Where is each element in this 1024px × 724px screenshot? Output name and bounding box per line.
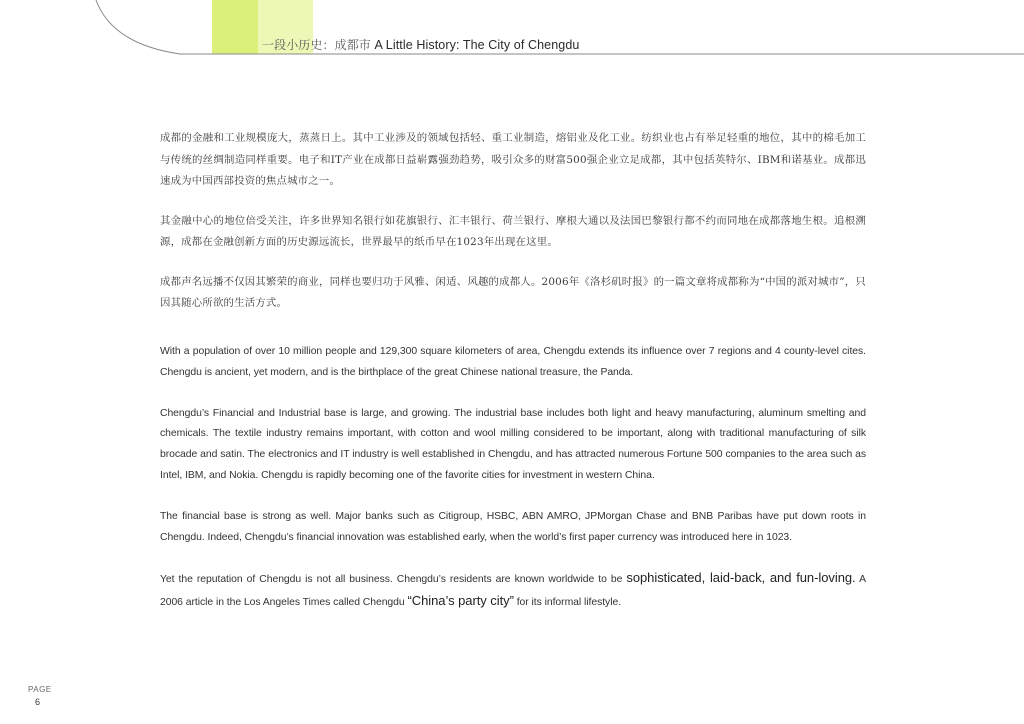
page-title-en: A Little History: The City of Chengdu [374, 38, 580, 52]
emphasis-text: “China’s party city” [407, 593, 514, 609]
en-paragraph: With a population of over 10 million people and 129,300 square kilometers of area, Chengdu extends its influence over 7 regions and 4 county-level cites. Chengdu is ancient, yet modern, and is the birthplace of the great Chinese national treasure, the Panda. [160, 346, 866, 378]
page-label: PAGE [28, 685, 52, 694]
page-title-zh: 一段小历史：成都市 [262, 38, 371, 52]
en-text: Yet the reputation of Chengdu is not all business. Chengdu’s residents are known worldwide to be [160, 574, 627, 586]
page-number: 6 [35, 697, 41, 707]
en-text: for its informal lifestyle. [513, 597, 622, 609]
chinese-text-section [160, 128, 866, 333]
zh-paragraph: 成都声名远播不仅因其繁荣的商业，同样也要归功于风雅、闲适、风趣的成都人。2006年《洛杉矶时报》的一篇文章将成都称为“中国的派对城市”，只因其随心所欲的生活方式。 [160, 275, 866, 309]
emphasis-text: sophisticated, laid-back, and fun-loving. [626, 570, 856, 586]
en-paragraph-last [160, 568, 866, 614]
english-text-section [160, 342, 866, 634]
accent-block-dark [212, 0, 258, 54]
zh-paragraph: 其金融中心的地位倍受关注，许多世界知名银行如花旗银行、汇丰银行、荷兰银行、摩根大通以及法国巴黎银行都不约而同地在成都落地生根。追根溯源，成都在金融创新方面的历史源远流长，世界最早的纸币早在1023年出现在这里。 [160, 214, 866, 248]
en-paragraph: The financial base is strong as well. Major banks such as Citigroup, HSBC, ABN AMRO, JPMorgan Chase and BNB Paribas have put down roots in Chengdu. Indeed, Chengdu’s financial innovation was established early, when the world’s first paper currency was introduced here in 1023. [160, 510, 866, 543]
page-title [262, 36, 579, 53]
en-text: A 2006 article in the Los Angeles Times called Chengdu [160, 574, 866, 609]
zh-paragraph: 成都的金融和工业规模庞大，蒸蒸日上。其中工业涉及的领域包括轻、重工业制造，熔铝业及化工业。纺织业也占有举足轻重的地位，其中的棉毛加工与传统的丝绸制造同样重要。电子和IT产业在成都日益崭露强劲趋势，吸引众多的财富500强企业立足成都，其中包括英特尔、IBM和诺基业。成都迅速成为中国西部投资的焦点城市之一。 [160, 132, 866, 187]
en-paragraph: Chengdu’s Financial and Industrial base is large, and growing. The industrial base includes both light and heavy manufacturing, aluminum smelting and chemicals. The textile industry remains important, with cotton and wool milling considered to be important, along with traditional manufacturing of silk brocade and satin. The electronics and IT industry is well established in Chengdu, and has attracted numerous Fortune 500 companies to the area such as Intel, IBM, and Nokia. Chengdu is rapidly becoming one of the favorite cities for investment in western China. [160, 407, 866, 481]
